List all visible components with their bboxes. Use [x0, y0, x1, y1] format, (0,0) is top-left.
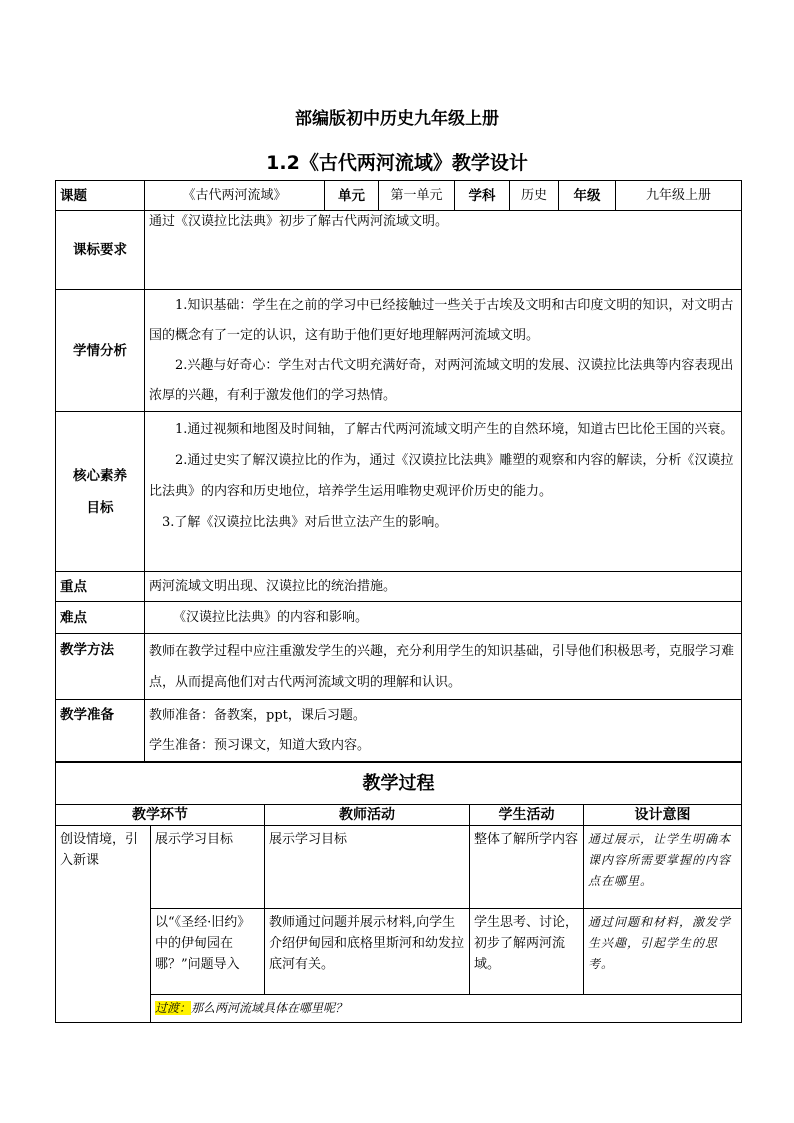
column-header-teacher: 教师活动: [265, 805, 470, 826]
topic-value: 《古代两河流域》: [145, 181, 325, 211]
grade-label: 年级: [559, 181, 616, 211]
difficult-text: 《汉谟拉比法典》的内容和影响。: [145, 602, 742, 634]
key-row: [56, 572, 742, 602]
subject-label: 学科: [455, 181, 510, 211]
core-label-line-1: 核心素养: [73, 467, 127, 484]
process-heading: 教学过程: [56, 763, 742, 805]
prep-label: 教学准备: [56, 700, 145, 762]
student-activity-cell: 整体了解所学内容: [470, 826, 584, 909]
prep-row: [56, 700, 742, 762]
process-row: [56, 909, 742, 995]
key-label: 重点: [56, 572, 145, 602]
design-intent-cell: 通过展示，让学生明确本课内容所需要掌握的内容点在哪里。: [584, 826, 742, 909]
difficult-row: [56, 602, 742, 634]
standard-text: 通过《汉谟拉比法典》初步了解古代两河流域文明。: [145, 211, 742, 290]
grade-value: 九年级上册: [616, 181, 742, 211]
method-row: [56, 634, 742, 700]
method-text: 教师在教学过程中应注重激发学生的兴趣，充分利用学生的知识基础，引导他们积极思考，克服学习难点，从而提高他们对古代两河流域文明的理解和认识。: [145, 634, 742, 700]
core-label-line-2: 目标: [86, 499, 114, 516]
standard-label: 课标要求: [56, 211, 145, 290]
transition-cell: [151, 995, 742, 1023]
core-paragraph-1: 1.通过视频和地图及时间轴，了解古代两河流域文明产生的自然环境，知道古巴比伦王国的兴衰。: [175, 422, 734, 437]
key-text: 两河流域文明出现、汉谟拉比的统治措施。: [145, 572, 742, 602]
column-header-intent: 设计意图: [584, 805, 742, 826]
document-title: 部编版初中历史九年级上册: [295, 109, 499, 129]
analysis-paragraph-1: 1.知识基础：学生在之前的学习中已经接触过一些关于古埃及文明和古印度文明的知识，对文明古国的概念有了一定的认识，这有助于他们更好地理解两河流域文明。: [149, 298, 734, 343]
transition-label: 过渡：: [155, 1001, 192, 1015]
analysis-row: [56, 290, 742, 412]
subject-value: 历史: [510, 181, 559, 211]
core-paragraph-2: 2.通过史实了解汉谟拉比的作为，通过《汉谟拉比法典》雕塑的观察和内容的解读，分析《汉谟拉比法典》的内容和历史地位，培养学生运用唯物史观评价历史的能力。: [149, 453, 734, 499]
standard-row: [56, 211, 742, 290]
process-row: [56, 826, 742, 909]
topic-row: [56, 181, 742, 211]
stage-cell: 创设情境，引入新课: [56, 826, 151, 1023]
unit-value: 第一单元: [379, 181, 455, 211]
lesson-info-table: [55, 180, 742, 762]
prep-teacher: 教师准备：备教案，ppt，课后习题。: [149, 708, 366, 723]
core-row: [56, 412, 742, 572]
design-intent-cell: 通过问题和材料，激发学生兴趣，引起学生的思考。: [584, 909, 742, 995]
analysis-label: 学情分析: [56, 290, 145, 412]
prep-student: 学生准备：预习课文，知道大致内容。: [149, 738, 371, 753]
teacher-activity-cell: 教师通过问题并展示材料,向学生介绍伊甸园和底格里斯河和幼发拉底河有关。: [265, 909, 470, 995]
step-cell: 展示学习目标: [151, 826, 265, 909]
process-heading-row: [56, 763, 742, 805]
core-paragraph-3: 3.了解《汉谟拉比法典》对后世立法产生的影响。: [162, 515, 448, 530]
unit-label: 单元: [325, 181, 379, 211]
transition-text: 那么两河流域具体在哪里呢？: [191, 1001, 348, 1015]
student-activity-cell: 学生思考、讨论，初步了解两河流域。: [470, 909, 584, 995]
document-subtitle: 1.2《古代两河流域》教学设计: [266, 152, 528, 174]
step-cell: 以“《圣经·旧约》中的伊甸园在哪？”问题导入: [151, 909, 265, 995]
column-header-student: 学生活动: [470, 805, 584, 826]
analysis-paragraph-2: 2.兴趣与好奇心：学生对古代文明充满好奇，对两河流域文明的发展、汉谟拉比法典等内容表现出浓厚的兴趣，有利于激发他们的学习热情。: [149, 358, 734, 403]
process-header-row: [56, 805, 742, 826]
method-label: 教学方法: [56, 634, 145, 700]
difficult-label: 难点: [56, 602, 145, 634]
teacher-activity-cell: 展示学习目标: [265, 826, 470, 909]
teaching-process-table: [55, 762, 742, 1023]
column-header-stage: 教学环节: [56, 805, 265, 826]
transition-row: [56, 995, 742, 1023]
topic-label: 课题: [56, 181, 145, 211]
